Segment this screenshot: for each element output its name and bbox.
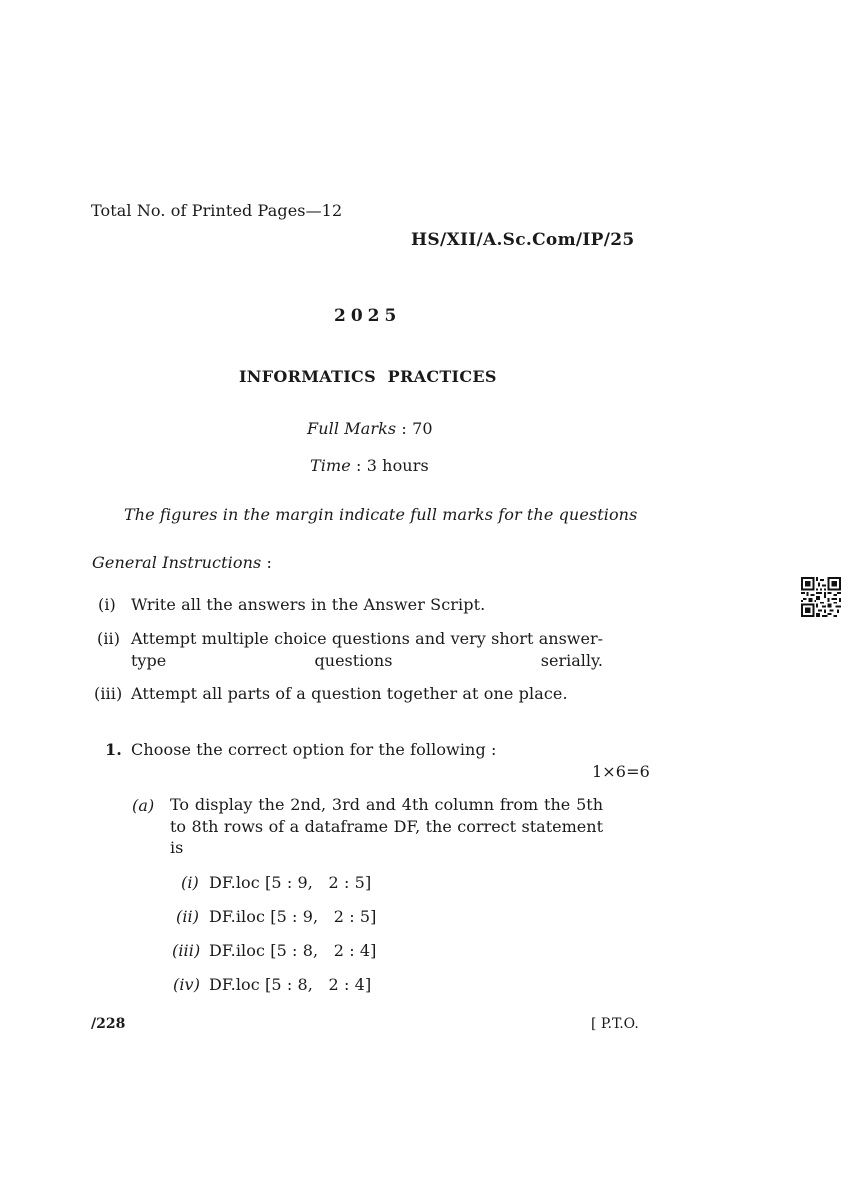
part-label: (a) xyxy=(132,796,155,815)
question-marks: 1×6=6 xyxy=(592,762,650,781)
option-text: DF.loc [5 : 8, 2 : 4] xyxy=(209,975,372,994)
instructions-heading-colon: : xyxy=(261,553,272,572)
option-number: (iv) xyxy=(173,975,201,994)
full-marks xyxy=(307,419,433,438)
question-number: 1. xyxy=(105,740,122,759)
total-pages-note: Total No. of Printed Pages—12 xyxy=(91,201,343,220)
option-number: (ii) xyxy=(176,907,200,926)
instruction-text: Attempt multiple choice questions and very short answer-type questions serially. xyxy=(131,629,603,670)
option-text: DF.loc [5 : 9, 2 : 5] xyxy=(209,873,372,892)
instructions-heading-label: General Instructions xyxy=(92,553,262,572)
full-marks-label: Full Marks xyxy=(307,419,397,438)
instruction-number: (i) xyxy=(98,595,116,614)
option-number: (i) xyxy=(181,873,199,892)
subject-title: INFORMATICS PRACTICES xyxy=(239,367,497,386)
instruction-number: (iii) xyxy=(94,684,123,703)
time-label: Time xyxy=(310,456,351,475)
option-text: DF.iloc [5 : 9, 2 : 5] xyxy=(209,907,377,926)
time-value: : 3 hours xyxy=(350,456,429,475)
exam-year: 2025 xyxy=(334,306,402,326)
option-number: (iii) xyxy=(172,941,201,960)
instruction-text: Attempt all parts of a question together at one place. xyxy=(131,684,568,703)
part-text: To display the 2nd, 3rd and 4th column from the 5th to 8th rows of a dataframe DF, the correct statement is xyxy=(170,795,603,857)
margin-note: The figures in the margin indicate full marks for the questions xyxy=(124,505,638,524)
instructions-heading xyxy=(92,553,272,572)
instruction-text: Write all the answers in the Answer Script. xyxy=(131,595,486,614)
full-marks-value: : 70 xyxy=(396,419,433,438)
footer-code: /228 xyxy=(91,1016,126,1032)
instruction-number: (ii) xyxy=(97,629,121,648)
exam-time xyxy=(310,456,429,475)
question-text: Choose the correct option for the following : xyxy=(131,740,497,759)
qr-code-icon xyxy=(801,577,841,617)
footer-pto: [ P.T.O. xyxy=(591,1016,639,1032)
option-text: DF.iloc [5 : 8, 2 : 4] xyxy=(209,941,377,960)
paper-code: HS/XII/A.Sc.Com/IP/25 xyxy=(411,230,635,250)
